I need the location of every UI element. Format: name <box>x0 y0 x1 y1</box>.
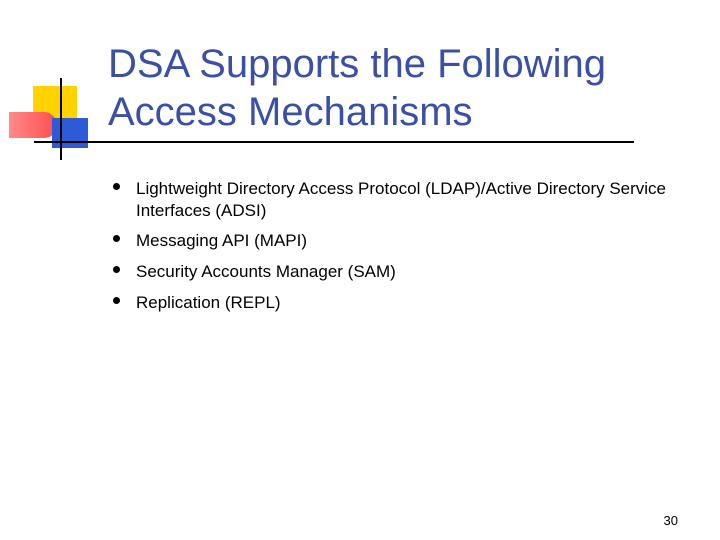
page-number: 30 <box>663 513 678 528</box>
title-underline <box>34 141 634 143</box>
decor-red-shape <box>9 112 57 138</box>
bullet-dot-icon <box>113 297 120 304</box>
bullet-item <box>112 230 672 252</box>
bullet-item <box>112 261 672 283</box>
slide-title <box>108 40 698 136</box>
decor-vertical-line <box>60 78 62 160</box>
slide-title-line: DSA Supports the Following <box>108 42 607 86</box>
corner-decoration <box>0 0 110 170</box>
bullet-text: Security Accounts Manager (SAM) <box>136 262 396 281</box>
bullet-dot-icon <box>113 183 120 190</box>
bullet-text: Messaging API (MAPI) <box>136 231 308 250</box>
bullet-item <box>112 178 672 222</box>
bullet-item <box>112 292 672 314</box>
bullet-text: Lightweight Directory Access Protocol (LDAP)/Active Directory Service Interfaces (ADSI) <box>136 179 667 220</box>
bullet-text: Replication (REPL) <box>136 293 281 312</box>
decor-blue-square <box>52 118 88 148</box>
bullet-dot-icon <box>113 266 120 273</box>
bullet-list <box>112 178 672 323</box>
slide-title-line: Access Mechanisms <box>108 90 473 134</box>
bullet-dot-icon <box>113 235 120 242</box>
